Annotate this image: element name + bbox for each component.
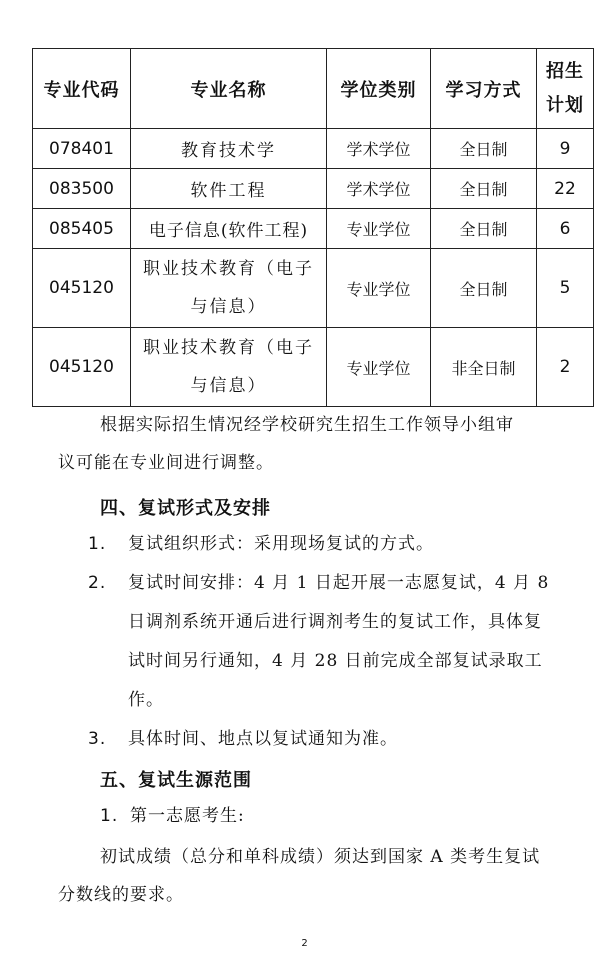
adjustment-note <box>58 406 582 482</box>
cell-enrollment-plan: 5 <box>537 249 594 328</box>
cell-major-name-line2: 与信息） <box>190 376 267 396</box>
cell-major-name: 电子信息(软件工程) <box>131 209 327 249</box>
cell-study-mode: 全日制 <box>431 129 537 169</box>
cell-major-name <box>131 249 327 328</box>
score-requirement-paragraph <box>58 838 582 914</box>
cell-major-code: 083500 <box>33 169 131 209</box>
cell-study-mode: 非全日制 <box>431 328 537 407</box>
cell-study-mode: 全日制 <box>431 209 537 249</box>
section-4-heading: 四、复试形式及安排 <box>100 498 271 519</box>
list-item <box>88 525 582 564</box>
cell-degree-type: 学术学位 <box>327 129 431 169</box>
cell-enrollment-plan: 2 <box>537 328 594 407</box>
page-number: 2 <box>301 938 308 949</box>
section-5-heading: 五、复试生源范围 <box>100 770 252 791</box>
cell-major-name: 教育技术学 <box>131 129 327 169</box>
list-item-number: 2. <box>88 573 107 593</box>
list-item-number: 1. <box>100 806 119 826</box>
header-enrollment-plan: 招生 计划 <box>537 49 594 129</box>
cell-degree-type: 专业学位 <box>327 209 431 249</box>
list-item-text: 第一志愿考生: <box>130 806 245 826</box>
cell-enrollment-plan: 6 <box>537 209 594 249</box>
adjustment-note-line1: 根据实际招生情况经学校研究生招生工作领导小组审 <box>100 415 514 435</box>
cell-major-name: 软件工程 <box>131 169 327 209</box>
list-item <box>100 797 594 836</box>
list-item-text-line2: 日调剂系统开通后进行调剂考生的复试工作，具体复 <box>128 612 542 632</box>
cell-degree-type: 学术学位 <box>327 169 431 209</box>
table-row <box>33 169 594 209</box>
cell-major-code: 078401 <box>33 129 131 169</box>
cell-major-name-line2: 与信息） <box>190 297 267 317</box>
header-major-code: 专业代码 <box>33 49 131 129</box>
adjustment-note-line2: 议可能在专业间进行调整。 <box>58 453 274 473</box>
score-requirement-line1: 初试成绩（总分和单科成绩）须达到国家 A 类考生复试 <box>100 847 541 867</box>
cell-major-name-line1: 职业技术教育（电子 <box>143 259 314 279</box>
table-row <box>33 249 594 328</box>
admissions-table <box>32 48 594 407</box>
cell-major-name-line1: 职业技术教育（电子 <box>143 338 314 358</box>
header-study-mode: 学习方式 <box>431 49 537 129</box>
cell-degree-type: 专业学位 <box>327 328 431 407</box>
table-row <box>33 328 594 407</box>
cell-study-mode: 全日制 <box>431 249 537 328</box>
list-item <box>88 720 582 759</box>
cell-major-name <box>131 328 327 407</box>
list-item-text-line3: 试时间另行通知，4 月 28 日前完成全部复试录取工 <box>128 651 543 671</box>
table-header-row <box>33 49 594 129</box>
header-degree-type: 学位类别 <box>327 49 431 129</box>
cell-enrollment-plan: 9 <box>537 129 594 169</box>
list-item <box>88 564 582 720</box>
header-major-name: 专业名称 <box>131 49 327 129</box>
list-item-text-line4: 作。 <box>128 690 164 710</box>
list-item-text-line1: 复试时间安排：4 月 1 日起开展一志愿复试，4 月 8 <box>128 573 550 593</box>
cell-major-code: 045120 <box>33 249 131 328</box>
cell-degree-type: 专业学位 <box>327 249 431 328</box>
cell-major-code: 045120 <box>33 328 131 407</box>
cell-study-mode: 全日制 <box>431 169 537 209</box>
list-item-text: 具体时间、地点以复试通知为准。 <box>128 729 398 749</box>
score-requirement-line2: 分数线的要求。 <box>58 885 184 905</box>
table-row <box>33 129 594 169</box>
cell-enrollment-plan: 22 <box>537 169 594 209</box>
cell-major-code: 085405 <box>33 209 131 249</box>
list-item-text: 复试组织形式：采用现场复试的方式。 <box>128 534 434 554</box>
list-item-number: 3. <box>88 729 107 749</box>
table-row <box>33 209 594 249</box>
list-item-number: 1. <box>88 534 107 554</box>
